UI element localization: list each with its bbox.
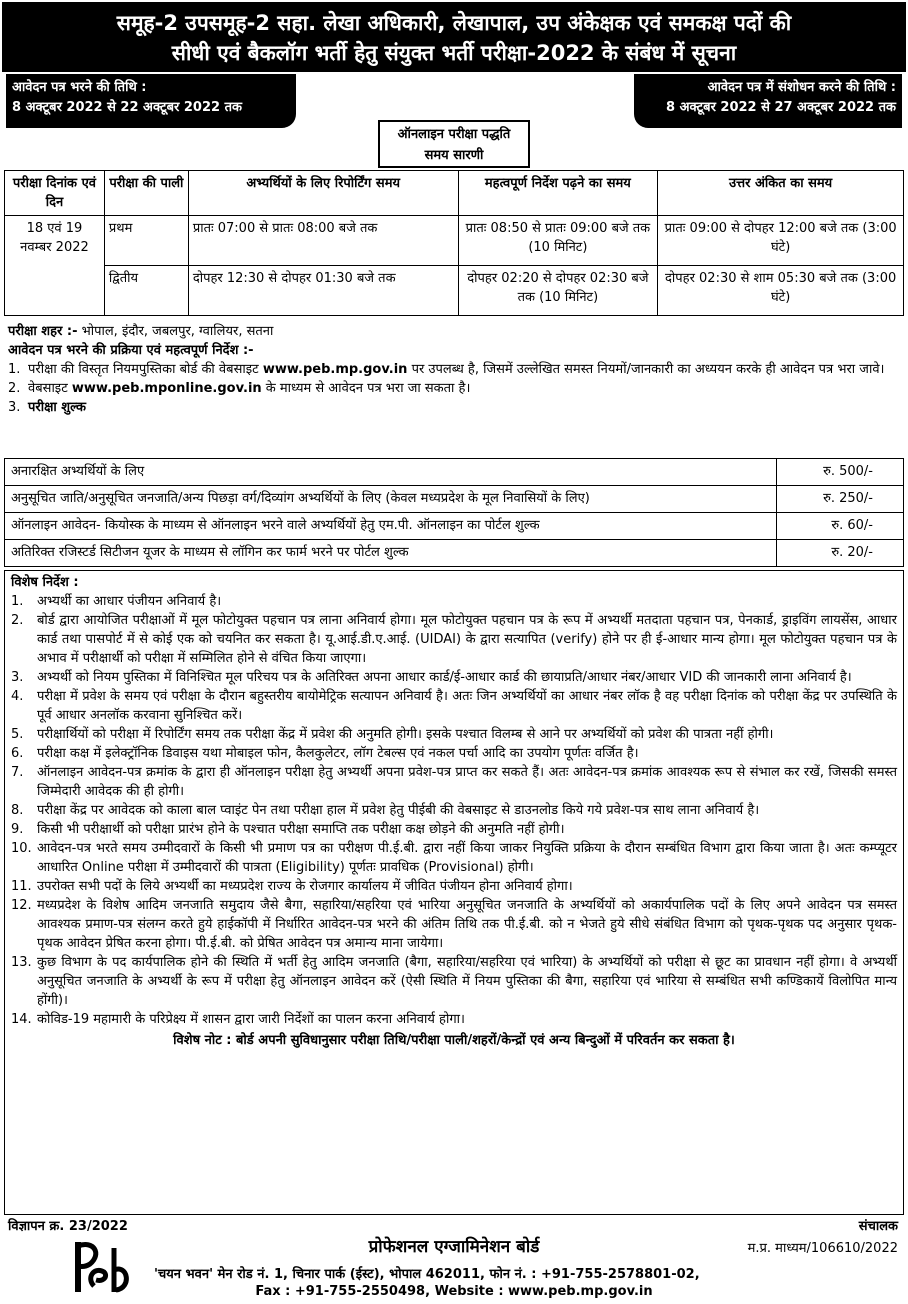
- peb-website-link[interactable]: www.peb.mp.gov.in: [262, 362, 408, 377]
- list-item: 6. परीक्षा कक्ष में इलेक्ट्रॉनिक डिवाइस यथा मोबाइल फोन, कैलकुलेटर, लॉग टेबल्स एवं नकल पर्चा आदि का उपयोग पूर्णतः वर्जित है।: [11, 746, 639, 761]
- application-dates-label: आवेदन पत्र भरने की तिथि :: [12, 80, 147, 95]
- notice-page: [2, 2, 906, 1302]
- list-item: 9. किसी भी परीक्षार्थी को परीक्षा प्रारंभ होने के पश्चात परीक्षा समाप्ति तक परीक्षा कक्ष छोड़ने की अनुमति नहीं होगी।: [11, 822, 565, 837]
- reporting-cell: प्रातः 07:00 से प्रातः 08:00 बजे तक: [188, 216, 458, 266]
- fax-website: Fax : +91-755-2550498, Website : www.peb.mp.gov.in: [255, 1284, 653, 1299]
- fee-label: ऑनलाइन आवेदन- कियोस्क के माध्यम से ऑनलाइन भरने वाले अभ्यर्थियों हेतु एम.पी. ऑनलाइन का पोर्टल शुल्क: [5, 513, 777, 540]
- answer-cell: प्रातः 09:00 से दोपहर 12:00 बजे तक (3:00 घंटे): [658, 216, 904, 266]
- fee-label: अतिरिक्त रजिस्टर्ड सिटीजन यूजर के माध्यम से लॉगिन कर फार्म भरने पर पोर्टल शुल्क: [5, 540, 777, 567]
- item-number: 3.: [8, 400, 21, 415]
- instruction-cell: प्रातः 08:50 से प्रातः 09:00 बजे तक (10 मिनिट): [458, 216, 658, 266]
- item-text: वेबसाइट www.peb.mponline.gov.in के माध्यम से आवेदन पत्र भरा जा सकता है।: [28, 381, 471, 396]
- header-reporting-time: अभ्यर्थियों के लिए रिपोर्टिंग समय: [188, 171, 458, 216]
- board-name: प्रोफेशनल एग्जामिनेशन बोर्ड: [368, 1237, 540, 1257]
- list-item: 4. परीक्षा में प्रवेश के समय एवं परीक्षा के दौरान बहुस्तरीय बायोमेट्रिक सत्यापन अनिवार्य है। अतः जिन अभ्यर्थियों का आधार नंबर लॉक है वह परीक्षा दिनांक को परीक्षा केंद्र पर उपस्थिति के पूर्व आधार अनलॉक करवाना सुनिश्चित करें।: [11, 689, 897, 723]
- mponline-website-link[interactable]: www.peb.mponline.gov.in: [71, 381, 262, 396]
- fee-heading: [8, 398, 898, 417]
- list-item: 2. बोर्ड द्वारा आयोजित परीक्षाओं में मूल फोटोयुक्त पहचान पत्र लाना अनिवार्य होगा। मूल फोटोयुक्त पहचान पत्र के रूप में अभ्यर्थी मतदाता पहचान पत्र, पेनकार्ड, ड्राइविंग लायसेंस, आधार कार्ड तथा पासपोर्ट में से कोई एक को चयनित कर सकता है। यू.आई.डी.ए.आई. (UIDAI) के द्वारा सत्यापित (verify) होने पर ही ई-आधार मान्य होगा। मूल फोटोयुक्त पहचान पत्र के अभाव में परीक्षार्थी को परीक्षा में सम्मिलित होने से वंचित किया जाएगा।: [11, 613, 897, 666]
- board-address: 'चयन भवन' मेन रोड नं. 1, चिनार पार्क (ईस्ट), भोपाल 462011, फोन नं. : +91-755-2578801-02,: [154, 1267, 700, 1282]
- list-item: 13. कुछ विभाग के पद कार्यपालिक होने की स्थिति में भर्ती हेतु आदिम जनजाति (बैगा, सहारिया/सहरिया एवं भारिया) के अभ्यर्थियों को परीक्षा से छूट का प्रावधान नहीं होगा। वे अभ्यर्थी अनुसूचित जनजाति के अभ्यर्थी के रूप में परीक्षा हेतु ऑनलाइन आवेदन करें (ऐसी स्थिति में नियम पुस्तिका की बैगा, सहारिया एवं भारिया से सम्बंधित सभी कण्डिकायें विलोपित मान्य होंगी)।: [11, 955, 897, 1008]
- table-row: [5, 486, 904, 513]
- special-instructions: [4, 570, 904, 1215]
- fee-amount: रु. 500/-: [777, 459, 904, 486]
- table-row: [5, 459, 904, 486]
- list-item: [8, 379, 898, 398]
- list-item: 3. अभ्यर्थी को नियम पुस्तिका में विनिश्चित मूल परिचय पत्र के अतिरिक्त अपना आधार कार्ड/ई-आधार कार्ड की छायाप्रति/आधार नंबर/आधार VID की जानकारी लाना अनिवार्य है।: [11, 670, 852, 685]
- process-heading: आवेदन पत्र भरने की प्रक्रिया एवं महत्वपूर्ण निर्देश :-: [8, 343, 254, 358]
- exam-city: [8, 322, 898, 341]
- schedule-title-line1: ऑनलाइन परीक्षा पद्धति: [397, 127, 511, 142]
- notice-footer: [4, 1214, 904, 1302]
- notice-title-line1: समूह-2 उपसमूह-2 सहा. लेखा अधिकारी, लेखापाल, उप अंकेक्षक एवं समकक्ष पदों की: [116, 11, 792, 35]
- schedule-title-box: [378, 120, 530, 168]
- list-item: [8, 360, 898, 379]
- notice-title-banner: [2, 2, 906, 72]
- header-shift: परीक्षा की पाली: [104, 171, 188, 216]
- application-dates-box: [6, 74, 296, 128]
- list-item: 10. आवेदन-पत्र भरते समय उम्मीदवारों के किसी भी प्रमाण पत्र का परीक्षण पी.ई.बी. द्वारा नहीं किया जाकर नियुक्ति प्रक्रिया के दौरान सम्बंधित विभाग द्वारा किया जाता है। अतः कम्प्यूटर आधारित Online परीक्षा में उम्मीदवारों की पात्रता (Eligibility) पूर्णतः प्रावधिक (Provisional) होगी।: [11, 841, 897, 875]
- correction-dates-label: आवेदन पत्र में संशोधन करने की तिथि :: [707, 80, 896, 95]
- list-item: 11. उपरोक्त सभी पदों के लिये अभ्यर्थी का मध्यप्रदेश राज्य के रोजगार कार्यालय में जीवित पंजीयन होना अनिवार्य होगा।: [11, 879, 573, 894]
- list-item: 12. मध्यप्रदेश के विशेष आदिम जनजाति समुदाय जैसे बैगा, सहारिया/सहरिया एवं भारिया अनुसूचित जनजाति के अभ्यर्थियों को अकार्यपालिक पदों के लिए अपने आवेदन पत्र समस्त आवश्यक प्रमाण-पत्र संलग्न करते हुये हाईकॉपी में निर्धारित आवेदन-पत्र भरने की अंतिम तिथि तक पी.ई.बी. को न भेजते हुये सीधे संबंधित विभाग को पृथक-पृथक पद अनुसार पृथक-पृथक आवेदन प्रेषित करना होगा। पी.ई.बी. को प्रेषित आवेदन पत्र अमान्य माना जायेगा।: [11, 898, 897, 951]
- table-row: [5, 540, 904, 567]
- fee-label: अनुसूचित जाति/अनुसूचित जनजाति/अन्य पिछड़ा वर्ग/दिव्यांग अभ्यर्थियों के लिए (केवल मध्यप्रदेश के मूल निवासियों के लिए): [5, 486, 777, 513]
- application-info: [8, 322, 898, 417]
- table-row: [5, 266, 904, 316]
- schedule-title-line2: समय सारणी: [424, 148, 484, 163]
- advertisement-number: विज्ञापन क्र. 23/2022: [8, 1219, 128, 1234]
- correction-dates-box: [634, 74, 902, 128]
- exam-city-label: परीक्षा शहर :-: [8, 324, 78, 339]
- instruction-cell: दोपहर 02:20 से दोपहर 02:30 बजे तक (10 मिनिट): [458, 266, 658, 316]
- shift-cell: द्वितीय: [104, 266, 188, 316]
- shift-cell: प्रथम: [104, 216, 188, 266]
- header-exam-date: परीक्षा दिनांक एवं दिन: [5, 171, 105, 216]
- schedule-header-row: [5, 171, 904, 216]
- fee-amount: रु. 60/-: [777, 513, 904, 540]
- item-text: परीक्षा की विस्तृत नियमपुस्तिका बोर्ड की वेबसाइट www.peb.mp.gov.in पर उपलब्ध है, जिसमें उल्लेखित समस्त नियमों/जानकारी का अध्ययन करके ही आवेदन पत्र भरा जावे।: [28, 362, 885, 377]
- director-label: संचालक: [858, 1219, 898, 1234]
- list-item: 8. परीक्षा केंद्र पर आवेदक को काला बाल प्वाइंट पेन तथा परीक्षा हाल में प्रवेश हेतु पीईबी की वेबसाइट से डाउनलोड किये गये प्रवेश-पत्र साथ लाना अनिवार्य है।: [11, 803, 760, 818]
- table-row: [5, 216, 904, 266]
- fee-amount: रु. 250/-: [777, 486, 904, 513]
- fee-label: अनारक्षित अभ्यर्थियों के लिए: [5, 459, 777, 486]
- special-note: विशेष नोट : बोर्ड अपनी सुविधानुसार परीक्षा तिथि/परीक्षा पाली/शहरों/केन्द्रों एवं अन्य बिन्दुओं में परिवर्तन कर सकता है।: [173, 1033, 735, 1048]
- fee-table: [4, 458, 904, 567]
- fee-amount: रु. 20/-: [777, 540, 904, 567]
- exam-city-value: भोपाल, इंदौर, जबलपुर, ग्वालियर, सतना: [81, 324, 274, 339]
- header-instruction-time: महत्वपूर्ण निर्देश पढ़ने का समय: [458, 171, 658, 216]
- reporting-cell: दोपहर 12:30 से दोपहर 01:30 बजे तक: [188, 266, 458, 316]
- item-number: 2.: [8, 381, 21, 396]
- notice-title-line2: सीधी एवं बैकलॉग भर्ती हेतु संयुक्त भर्ती परीक्षा-2022 के संबंध में सूचना: [171, 41, 737, 65]
- item-number: 1.: [8, 362, 21, 377]
- application-dates-value: 8 अक्टूबर 2022 से 22 अक्टूबर 2022 तक: [12, 100, 242, 115]
- fee-heading-text: परीक्षा शुल्क: [28, 400, 86, 415]
- list-item: 7. ऑनलाइन आवेदन-पत्र क्रमांक के द्वारा ही ऑनलाइन परीक्षा हेतु अभ्यर्थी अपना प्रवेश-पत्र प्राप्त कर सकते हैं। अतः आवेदन-पत्र क्रमांक आवश्यक रूप से संभाल कर रखें, जिसकी समस्त जिम्मेदारी आवेदक की ही होगी।: [11, 765, 897, 799]
- answer-cell: दोपहर 02:30 से शाम 05:30 बजे तक (3:00 घंटे): [658, 266, 904, 316]
- list-item: 5. परीक्षार्थियों को परीक्षा में रिपोर्टिंग समय तक परीक्षा केंद्र में प्रवेश की अनुमति होगी। इसके पश्चात विलम्ब से आने पर अभ्यर्थियों को प्रवेश की पात्रता नहीं होगी।: [11, 727, 774, 742]
- schedule-table: [4, 170, 904, 316]
- list-item: 1. अभ्यर्थी का आधार पंजीयन अनिवार्य है।: [11, 594, 222, 609]
- madhyam-number: म.प्र. माध्यम/106610/2022: [747, 1241, 898, 1256]
- special-heading: विशेष निर्देश :: [11, 575, 79, 590]
- exam-date-cell: 18 एवं 19 नवम्बर 2022: [5, 216, 105, 316]
- correction-dates-value: 8 अक्टूबर 2022 से 27 अक्टूबर 2022 तक: [666, 100, 896, 115]
- table-row: [5, 513, 904, 540]
- list-item: 14. कोविड-19 महामारी के परिप्रेक्ष्य में शासन द्वारा जारी निर्देशों का पालन करना अनिवार्य होगा।: [11, 1012, 465, 1027]
- header-answer-time: उत्तर अंकित का समय: [658, 171, 904, 216]
